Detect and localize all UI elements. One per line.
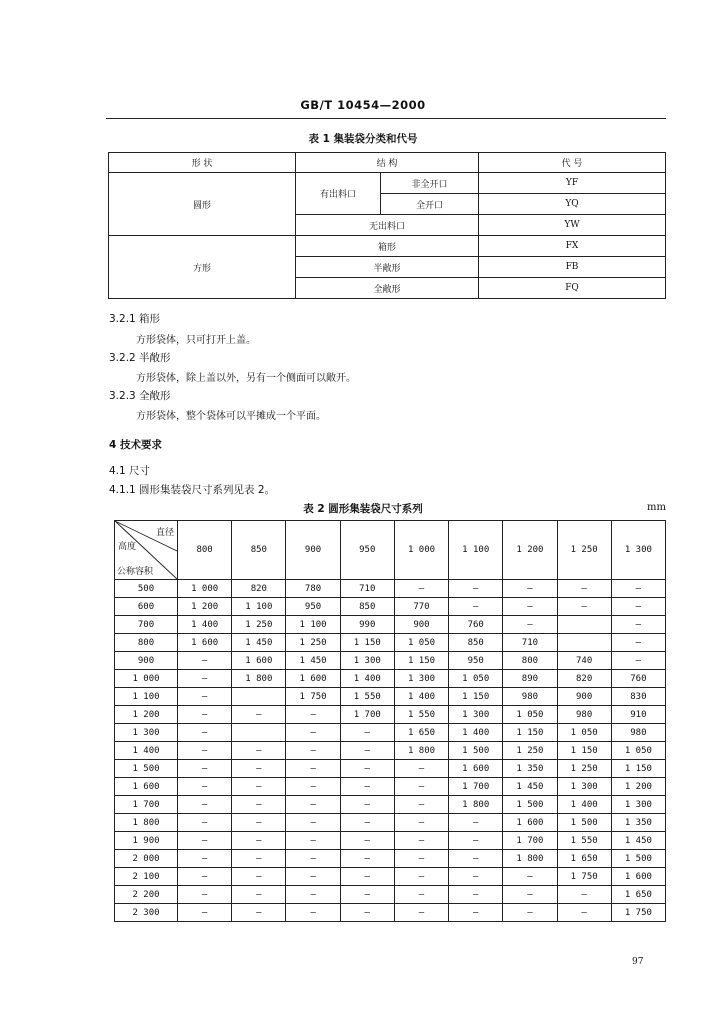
volume-cell: — — [449, 832, 503, 850]
volume-cell: 760 — [611, 670, 665, 688]
volume-cell: — — [178, 778, 232, 796]
height-cell: 2 300 — [115, 904, 178, 922]
table-row — [115, 868, 666, 886]
volume-cell: 950 — [286, 598, 340, 616]
table1-half-open: 半敞形 — [296, 257, 479, 278]
volume-cell: 1 150 — [611, 760, 665, 778]
volume-cell: — — [286, 796, 340, 814]
section-3-2-3-text: 方形袋体，整个袋体可以平摊成一个平面。 — [136, 411, 326, 422]
volume-cell — [232, 724, 286, 742]
corner-volume-label: 公称容积 — [117, 567, 154, 577]
volume-cell: — — [232, 760, 286, 778]
table1-full-open-type: 全敞形 — [296, 278, 479, 299]
volume-cell: 910 — [611, 706, 665, 724]
volume-cell: — — [286, 850, 340, 868]
height-cell: 1 600 — [115, 778, 178, 796]
volume-cell: — — [503, 616, 557, 634]
volume-cell: 1 050 — [503, 706, 557, 724]
section-4-1-title: 4.1 尺寸 — [109, 465, 151, 477]
volume-cell: 740 — [557, 652, 611, 670]
volume-cell: — — [394, 832, 448, 850]
volume-cell: 1 350 — [611, 814, 665, 832]
volume-cell: — — [340, 886, 394, 904]
volume-cell: — — [178, 796, 232, 814]
diameter-header: 850 — [232, 521, 286, 580]
volume-cell: 1 450 — [611, 832, 665, 850]
height-cell: 1 900 — [115, 832, 178, 850]
volume-cell: 1 050 — [557, 724, 611, 742]
table1-header-structure: 结 构 — [296, 153, 479, 173]
volume-cell: 1 800 — [503, 850, 557, 868]
volume-cell: — — [611, 598, 665, 616]
volume-cell: 1 650 — [611, 886, 665, 904]
section-3-2-1-title: 3.2.1 箱形 — [109, 313, 161, 325]
volume-cell: — — [449, 850, 503, 868]
table1-code-yw: YW — [479, 215, 666, 236]
table-row — [115, 724, 666, 742]
volume-cell — [557, 634, 611, 652]
volume-cell: — — [340, 832, 394, 850]
height-cell: 1 800 — [115, 814, 178, 832]
diameter-header: 800 — [178, 521, 232, 580]
volume-cell: 1 150 — [449, 688, 503, 706]
volume-cell: — — [232, 796, 286, 814]
table-row — [115, 760, 666, 778]
volume-cell: 1 600 — [449, 760, 503, 778]
volume-cell: — — [286, 868, 340, 886]
volume-cell: 710 — [503, 634, 557, 652]
height-cell: 1 500 — [115, 760, 178, 778]
volume-cell: 1 350 — [503, 760, 557, 778]
height-cell: 1 000 — [115, 670, 178, 688]
volume-cell: 1 450 — [286, 652, 340, 670]
volume-cell: — — [503, 904, 557, 922]
volume-cell: 1 600 — [611, 868, 665, 886]
height-cell: 1 200 — [115, 706, 178, 724]
volume-cell: 1 600 — [178, 634, 232, 652]
table-row — [115, 832, 666, 850]
volume-cell: — — [449, 886, 503, 904]
table1-round-label: 圆形 — [109, 173, 296, 236]
table-row — [115, 904, 666, 922]
volume-cell: 1 600 — [232, 652, 286, 670]
volume-cell: — — [611, 652, 665, 670]
volume-cell: 1 300 — [449, 706, 503, 724]
table1-header-code: 代 号 — [479, 153, 666, 173]
height-cell: 1 400 — [115, 742, 178, 760]
volume-cell: — — [340, 904, 394, 922]
table2-unit: mm — [647, 502, 666, 513]
volume-cell: — — [394, 580, 448, 598]
diameter-header: 1 000 — [394, 521, 448, 580]
height-cell: 500 — [115, 580, 178, 598]
section-3-2-2-text: 方形袋体，除上盖以外，另有一个侧面可以敞开。 — [136, 373, 356, 384]
table2 — [114, 520, 666, 922]
volume-cell: 1 500 — [449, 742, 503, 760]
table-row — [115, 778, 666, 796]
volume-cell: — — [394, 760, 448, 778]
table-row — [115, 688, 666, 706]
table-row — [115, 634, 666, 652]
height-cell: 600 — [115, 598, 178, 616]
volume-cell: 1 550 — [394, 706, 448, 724]
volume-cell: — — [394, 868, 448, 886]
volume-cell: 1 150 — [394, 652, 448, 670]
volume-cell: 1 050 — [449, 670, 503, 688]
volume-cell: — — [340, 778, 394, 796]
volume-cell: 1 700 — [449, 778, 503, 796]
volume-cell: — — [286, 742, 340, 760]
volume-cell: 990 — [340, 616, 394, 634]
table2-corner — [115, 521, 178, 580]
table1-code-fx: FX — [479, 236, 666, 257]
volume-cell: 770 — [394, 598, 448, 616]
diameter-header: 1 250 — [557, 521, 611, 580]
table-row — [115, 616, 666, 634]
corner-diameter-label: 直径 — [155, 528, 174, 538]
volume-cell: 980 — [503, 688, 557, 706]
volume-cell: — — [557, 904, 611, 922]
volume-cell: 1 150 — [557, 742, 611, 760]
volume-cell: 1 400 — [394, 688, 448, 706]
table-row — [115, 850, 666, 868]
volume-cell: — — [178, 670, 232, 688]
volume-cell: — — [178, 850, 232, 868]
section-3-2-3-title: 3.2.3 全敞形 — [109, 390, 171, 402]
volume-cell: 1 750 — [286, 688, 340, 706]
volume-cell: — — [286, 904, 340, 922]
volume-cell: 1 500 — [557, 814, 611, 832]
table1-no-outlet: 无出料口 — [296, 215, 479, 236]
volume-cell: 1 250 — [232, 616, 286, 634]
table-row — [115, 598, 666, 616]
volume-cell: 1 200 — [611, 778, 665, 796]
volume-cell: — — [449, 580, 503, 598]
volume-cell: 780 — [286, 580, 340, 598]
volume-cell: — — [394, 886, 448, 904]
volume-cell: 1 050 — [394, 634, 448, 652]
volume-cell: 1 400 — [178, 616, 232, 634]
volume-cell: 1 750 — [611, 904, 665, 922]
height-cell: 2 200 — [115, 886, 178, 904]
volume-cell: 1 400 — [340, 670, 394, 688]
volume-cell: — — [557, 580, 611, 598]
volume-cell: 900 — [557, 688, 611, 706]
table-row — [115, 796, 666, 814]
volume-cell: 710 — [340, 580, 394, 598]
diameter-header: 1 100 — [449, 521, 503, 580]
table-row — [115, 670, 666, 688]
volume-cell: 850 — [449, 634, 503, 652]
diameter-header: 900 — [286, 521, 340, 580]
volume-cell: 1 300 — [394, 670, 448, 688]
volume-cell: 1 250 — [286, 634, 340, 652]
volume-cell: — — [340, 796, 394, 814]
volume-cell: — — [232, 868, 286, 886]
volume-cell: — — [340, 724, 394, 742]
table1-header-shape: 形 状 — [109, 153, 296, 173]
volume-cell: 1 250 — [557, 760, 611, 778]
volume-cell — [557, 616, 611, 634]
volume-cell: 850 — [340, 598, 394, 616]
table-row — [115, 742, 666, 760]
height-cell: 2 000 — [115, 850, 178, 868]
table1-code-yq: YQ — [479, 194, 666, 215]
volume-cell: — — [611, 634, 665, 652]
volume-cell: 820 — [557, 670, 611, 688]
header-rule — [106, 118, 666, 119]
volume-cell: — — [394, 850, 448, 868]
height-cell: 900 — [115, 652, 178, 670]
volume-cell: 1 300 — [557, 778, 611, 796]
volume-cell: — — [178, 760, 232, 778]
volume-cell: — — [340, 742, 394, 760]
table-row — [115, 706, 666, 724]
table1-square-label: 方形 — [109, 236, 296, 299]
volume-cell — [232, 688, 286, 706]
table1-code-yf: YF — [479, 173, 666, 194]
table1-code-fb: FB — [479, 257, 666, 278]
volume-cell: 890 — [503, 670, 557, 688]
volume-cell: 1 800 — [232, 670, 286, 688]
volume-cell: — — [503, 598, 557, 616]
volume-cell: — — [503, 886, 557, 904]
diameter-header: 1 300 — [611, 521, 665, 580]
volume-cell: 760 — [449, 616, 503, 634]
volume-cell: — — [611, 580, 665, 598]
table2-caption: 表 2 圆形集装袋尺寸系列 — [303, 503, 423, 515]
page-number: 97 — [632, 957, 644, 967]
volume-cell: 1 800 — [449, 796, 503, 814]
volume-cell: — — [286, 706, 340, 724]
volume-cell: — — [232, 742, 286, 760]
volume-cell: 1 700 — [340, 706, 394, 724]
volume-cell: 1 100 — [232, 598, 286, 616]
volume-cell: — — [449, 598, 503, 616]
volume-cell: 1 300 — [340, 652, 394, 670]
volume-cell: 1 600 — [286, 670, 340, 688]
volume-cell: — — [340, 850, 394, 868]
volume-cell: 1 200 — [178, 598, 232, 616]
height-cell: 1 300 — [115, 724, 178, 742]
table1-non-full-open: 非全开口 — [381, 173, 479, 194]
volume-cell: — — [394, 796, 448, 814]
volume-cell: — — [178, 688, 232, 706]
volume-cell: — — [232, 814, 286, 832]
volume-cell: — — [232, 778, 286, 796]
page-header: GB/T 10454—2000 — [300, 98, 426, 112]
volume-cell: — — [178, 814, 232, 832]
volume-cell: — — [503, 580, 557, 598]
volume-cell: 1 600 — [503, 814, 557, 832]
volume-cell: — — [178, 886, 232, 904]
volume-cell: 1 250 — [503, 742, 557, 760]
volume-cell: — — [340, 760, 394, 778]
volume-cell: 900 — [394, 616, 448, 634]
volume-cell: — — [503, 868, 557, 886]
volume-cell: — — [178, 706, 232, 724]
volume-cell: 1 150 — [503, 724, 557, 742]
volume-cell: 1 800 — [394, 742, 448, 760]
volume-cell: — — [557, 886, 611, 904]
table-row — [115, 652, 666, 670]
volume-cell: 800 — [503, 652, 557, 670]
table1-full-open: 全开口 — [381, 194, 479, 215]
height-cell: 1 100 — [115, 688, 178, 706]
volume-cell: 1 450 — [503, 778, 557, 796]
volume-cell: 1 500 — [611, 850, 665, 868]
volume-cell: — — [232, 850, 286, 868]
height-cell: 800 — [115, 634, 178, 652]
volume-cell: — — [449, 814, 503, 832]
volume-cell: — — [286, 778, 340, 796]
volume-cell: — — [557, 598, 611, 616]
height-cell: 2 100 — [115, 868, 178, 886]
height-cell: 700 — [115, 616, 178, 634]
volume-cell: — — [611, 616, 665, 634]
diameter-header: 950 — [340, 521, 394, 580]
volume-cell: — — [178, 742, 232, 760]
volume-cell: — — [178, 904, 232, 922]
volume-cell: 820 — [232, 580, 286, 598]
volume-cell: — — [232, 886, 286, 904]
volume-cell: 1 100 — [286, 616, 340, 634]
volume-cell: — — [178, 868, 232, 886]
table-row — [115, 886, 666, 904]
volume-cell: 1 550 — [340, 688, 394, 706]
volume-cell: 830 — [611, 688, 665, 706]
table1-code-fq: FQ — [479, 278, 666, 299]
table1-caption: 表 1 集装袋分类和代号 — [308, 133, 418, 145]
volume-cell: 1 650 — [394, 724, 448, 742]
volume-cell: — — [286, 724, 340, 742]
volume-cell: 980 — [557, 706, 611, 724]
table1-box: 箱形 — [296, 236, 479, 257]
table1 — [108, 152, 666, 299]
volume-cell: — — [232, 832, 286, 850]
volume-cell: — — [286, 814, 340, 832]
volume-cell: — — [449, 868, 503, 886]
volume-cell: 1 700 — [503, 832, 557, 850]
table-row — [115, 814, 666, 832]
table-row — [115, 580, 666, 598]
volume-cell: 1 000 — [178, 580, 232, 598]
volume-cell: — — [449, 904, 503, 922]
volume-cell: — — [286, 832, 340, 850]
volume-cell: 1 400 — [449, 724, 503, 742]
volume-cell: — — [232, 904, 286, 922]
volume-cell: 1 450 — [232, 634, 286, 652]
volume-cell: — — [286, 760, 340, 778]
volume-cell: — — [178, 724, 232, 742]
volume-cell: 1 550 — [557, 832, 611, 850]
volume-cell: — — [232, 706, 286, 724]
volume-cell: — — [394, 814, 448, 832]
volume-cell: 1 300 — [611, 796, 665, 814]
corner-height-label: 高度 — [118, 542, 137, 552]
volume-cell: 1 050 — [611, 742, 665, 760]
volume-cell: — — [178, 832, 232, 850]
volume-cell: — — [340, 814, 394, 832]
diameter-header: 1 200 — [503, 521, 557, 580]
section-4-1-1-text: 4.1.1 圆形集装袋尺寸系列见表 2。 — [109, 484, 276, 496]
section-3-2-1-text: 方形袋体，只可打开上盖。 — [136, 335, 256, 346]
volume-cell: 1 400 — [557, 796, 611, 814]
volume-cell: — — [286, 886, 340, 904]
volume-cell: — — [340, 868, 394, 886]
section-4-title: 4 技术要求 — [109, 439, 162, 451]
volume-cell: 950 — [449, 652, 503, 670]
volume-cell: — — [394, 904, 448, 922]
table1-with-outlet: 有出料口 — [296, 173, 381, 215]
volume-cell: 1 150 — [340, 634, 394, 652]
volume-cell: 1 650 — [557, 850, 611, 868]
volume-cell: — — [178, 652, 232, 670]
volume-cell: 980 — [611, 724, 665, 742]
section-3-2-2-title: 3.2.2 半敞形 — [109, 352, 171, 364]
volume-cell: 1 500 — [503, 796, 557, 814]
volume-cell: — — [394, 778, 448, 796]
height-cell: 1 700 — [115, 796, 178, 814]
volume-cell: 1 750 — [557, 868, 611, 886]
